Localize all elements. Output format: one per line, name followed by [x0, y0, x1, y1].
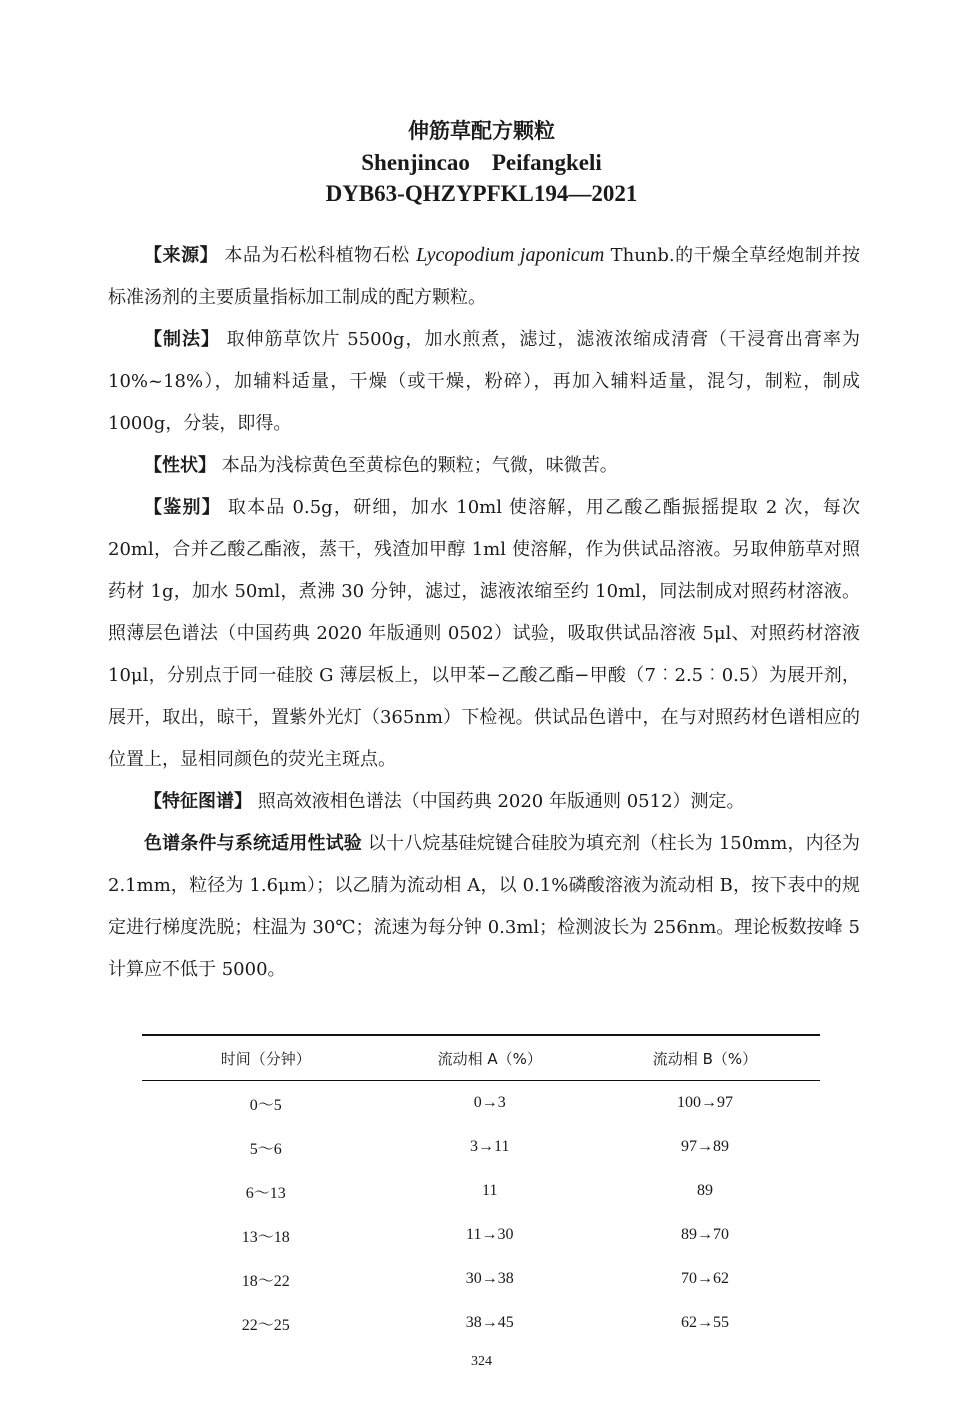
title-pinyin-part-1: Shenjincao — [361, 150, 470, 175]
section-label-source: 【来源】 — [144, 245, 219, 266]
table-cell-phase-a: 3→11 — [470, 1138, 510, 1155]
table-row — [142, 1213, 820, 1257]
standard-code: DYB63-QHZYPFKL194—2021 — [325, 181, 638, 206]
table-cell-time: 5～6 — [249, 1140, 282, 1158]
table-cell-phase-a: 38→45 — [465, 1314, 514, 1331]
table-cell-phase-a: 11→30 — [466, 1226, 514, 1243]
section-identification — [108, 487, 860, 781]
section-description — [108, 445, 860, 487]
section-source — [108, 234, 860, 319]
table-cell-phase-a: 30→38 — [465, 1270, 514, 1287]
section-fingerprint — [108, 781, 860, 823]
table-cell-phase-b: 100→97 — [676, 1094, 733, 1111]
column-header-phase-a: 流动相 A（%） — [437, 1049, 542, 1068]
table-cell-phase-b: 89 — [696, 1182, 713, 1199]
section-text-preparation: 取伸筋草饮片 5500g，加水煎煮，滤过，滤液浓缩成清膏（干浸膏出膏率为 10%~18%），加辅料适量，干燥（或干燥，粉碎），再加入辅料适量，混匀，制粒，制成 1000g，分装，即得。 — [108, 329, 860, 434]
document-body — [108, 234, 860, 991]
section-label-fingerprint: 【特征图谱】 — [144, 791, 252, 812]
table-cell-phase-b: 89→70 — [680, 1226, 729, 1243]
section-label-description: 【性状】 — [144, 455, 216, 476]
table-cell-time: 22～25 — [241, 1316, 290, 1334]
title-chinese: 伸筋草配方颗粒 — [408, 119, 555, 143]
column-header-time: 时间（分钟） — [220, 1049, 311, 1068]
title-pinyin — [0, 148, 963, 178]
table-row — [142, 1125, 820, 1169]
table-cell-time: 18～22 — [241, 1272, 290, 1290]
table-row — [142, 1081, 820, 1126]
section-label-chromatography: 色谱条件与系统适用性试验 — [144, 833, 362, 854]
table-cell-phase-a: 11 — [482, 1182, 498, 1199]
table-cell-time: 6～13 — [245, 1184, 286, 1202]
section-text-chromatography: 以十八烷基硅烷键合硅胶为填充剂（柱长为 150mm，内径为 2.1mm，粒径为 1.6μm）；以乙腈为流动相 A，以 0.1%磷酸溶液为流动相 B，按下表中的规定进行梯度洗脱；柱温为 30℃；流速为每分钟 0.3ml；检测波长为 256nm。理论板数按峰 5 计算应不低于 5000。 — [108, 833, 860, 980]
table-row — [142, 1257, 820, 1301]
table-header-row — [142, 1035, 820, 1081]
section-label-identification: 【鉴别】 — [144, 497, 221, 518]
table-row — [142, 1301, 820, 1345]
gradient-table-container — [142, 1034, 820, 1345]
section-text-source-1: 本品为石松科植物石松 — [224, 245, 410, 266]
section-chromatography — [108, 823, 860, 991]
table-row — [142, 1169, 820, 1213]
section-label-preparation: 【制法】 — [144, 329, 220, 350]
section-text-description: 本品为浅棕黄色至黄棕色的颗粒；气微，味微苦。 — [221, 455, 618, 476]
section-preparation — [108, 319, 860, 445]
section-text-fingerprint: 照高效液相色谱法（中国药典 2020 年版通则 0512）测定。 — [257, 791, 745, 812]
page-number: 324 — [471, 1354, 492, 1369]
table-cell-phase-b: 97→89 — [680, 1138, 729, 1155]
table-cell-phase-a: 0→3 — [473, 1094, 506, 1111]
table-cell-time: 0～5 — [249, 1096, 282, 1114]
latin-name: Lycopodium japonicum — [416, 244, 605, 266]
table-cell-phase-b: 62→55 — [680, 1314, 729, 1331]
gradient-table — [142, 1034, 820, 1345]
table-cell-time: 13～18 — [241, 1228, 290, 1246]
section-text-identification: 取本品 0.5g，研细，加水 10ml 使溶解，用乙酸乙酯振摇提取 2 次，每次 20ml，合并乙酸乙酯液，蒸干，残渣加甲醇 1ml 使溶解，作为供试品溶液。另取伸筋草对照药材 1g，加水 50ml，煮沸 30 分钟，滤过，滤液浓缩至约 10ml，同法制成对照药材溶液。照薄层色谱法（中国药典 2020 年版通则 0502）试验，吸取供试品溶液 5μl、对照药材溶液 10μl，分别点于同一硅胶 G 薄层板上，以甲苯−乙酸乙酯−甲酸（7︰2.5︰0.5）为展开剂，展开，取出，晾干，置紫外光灯（365nm）下检视。供试品色谱中，在与对照药材色谱相应的位置上，显相同颜色的荧光主斑点。 — [108, 497, 860, 770]
section-text-source-2: Thunb.的干燥全草经炮制并按标准汤剂的主要质量指标加工制成的配方颗粒。 — [108, 245, 860, 308]
title-pinyin-part-2: Peifangkeli — [491, 150, 602, 175]
table-cell-phase-b: 70→62 — [680, 1270, 729, 1287]
column-header-phase-b: 流动相 B（%） — [652, 1049, 758, 1068]
